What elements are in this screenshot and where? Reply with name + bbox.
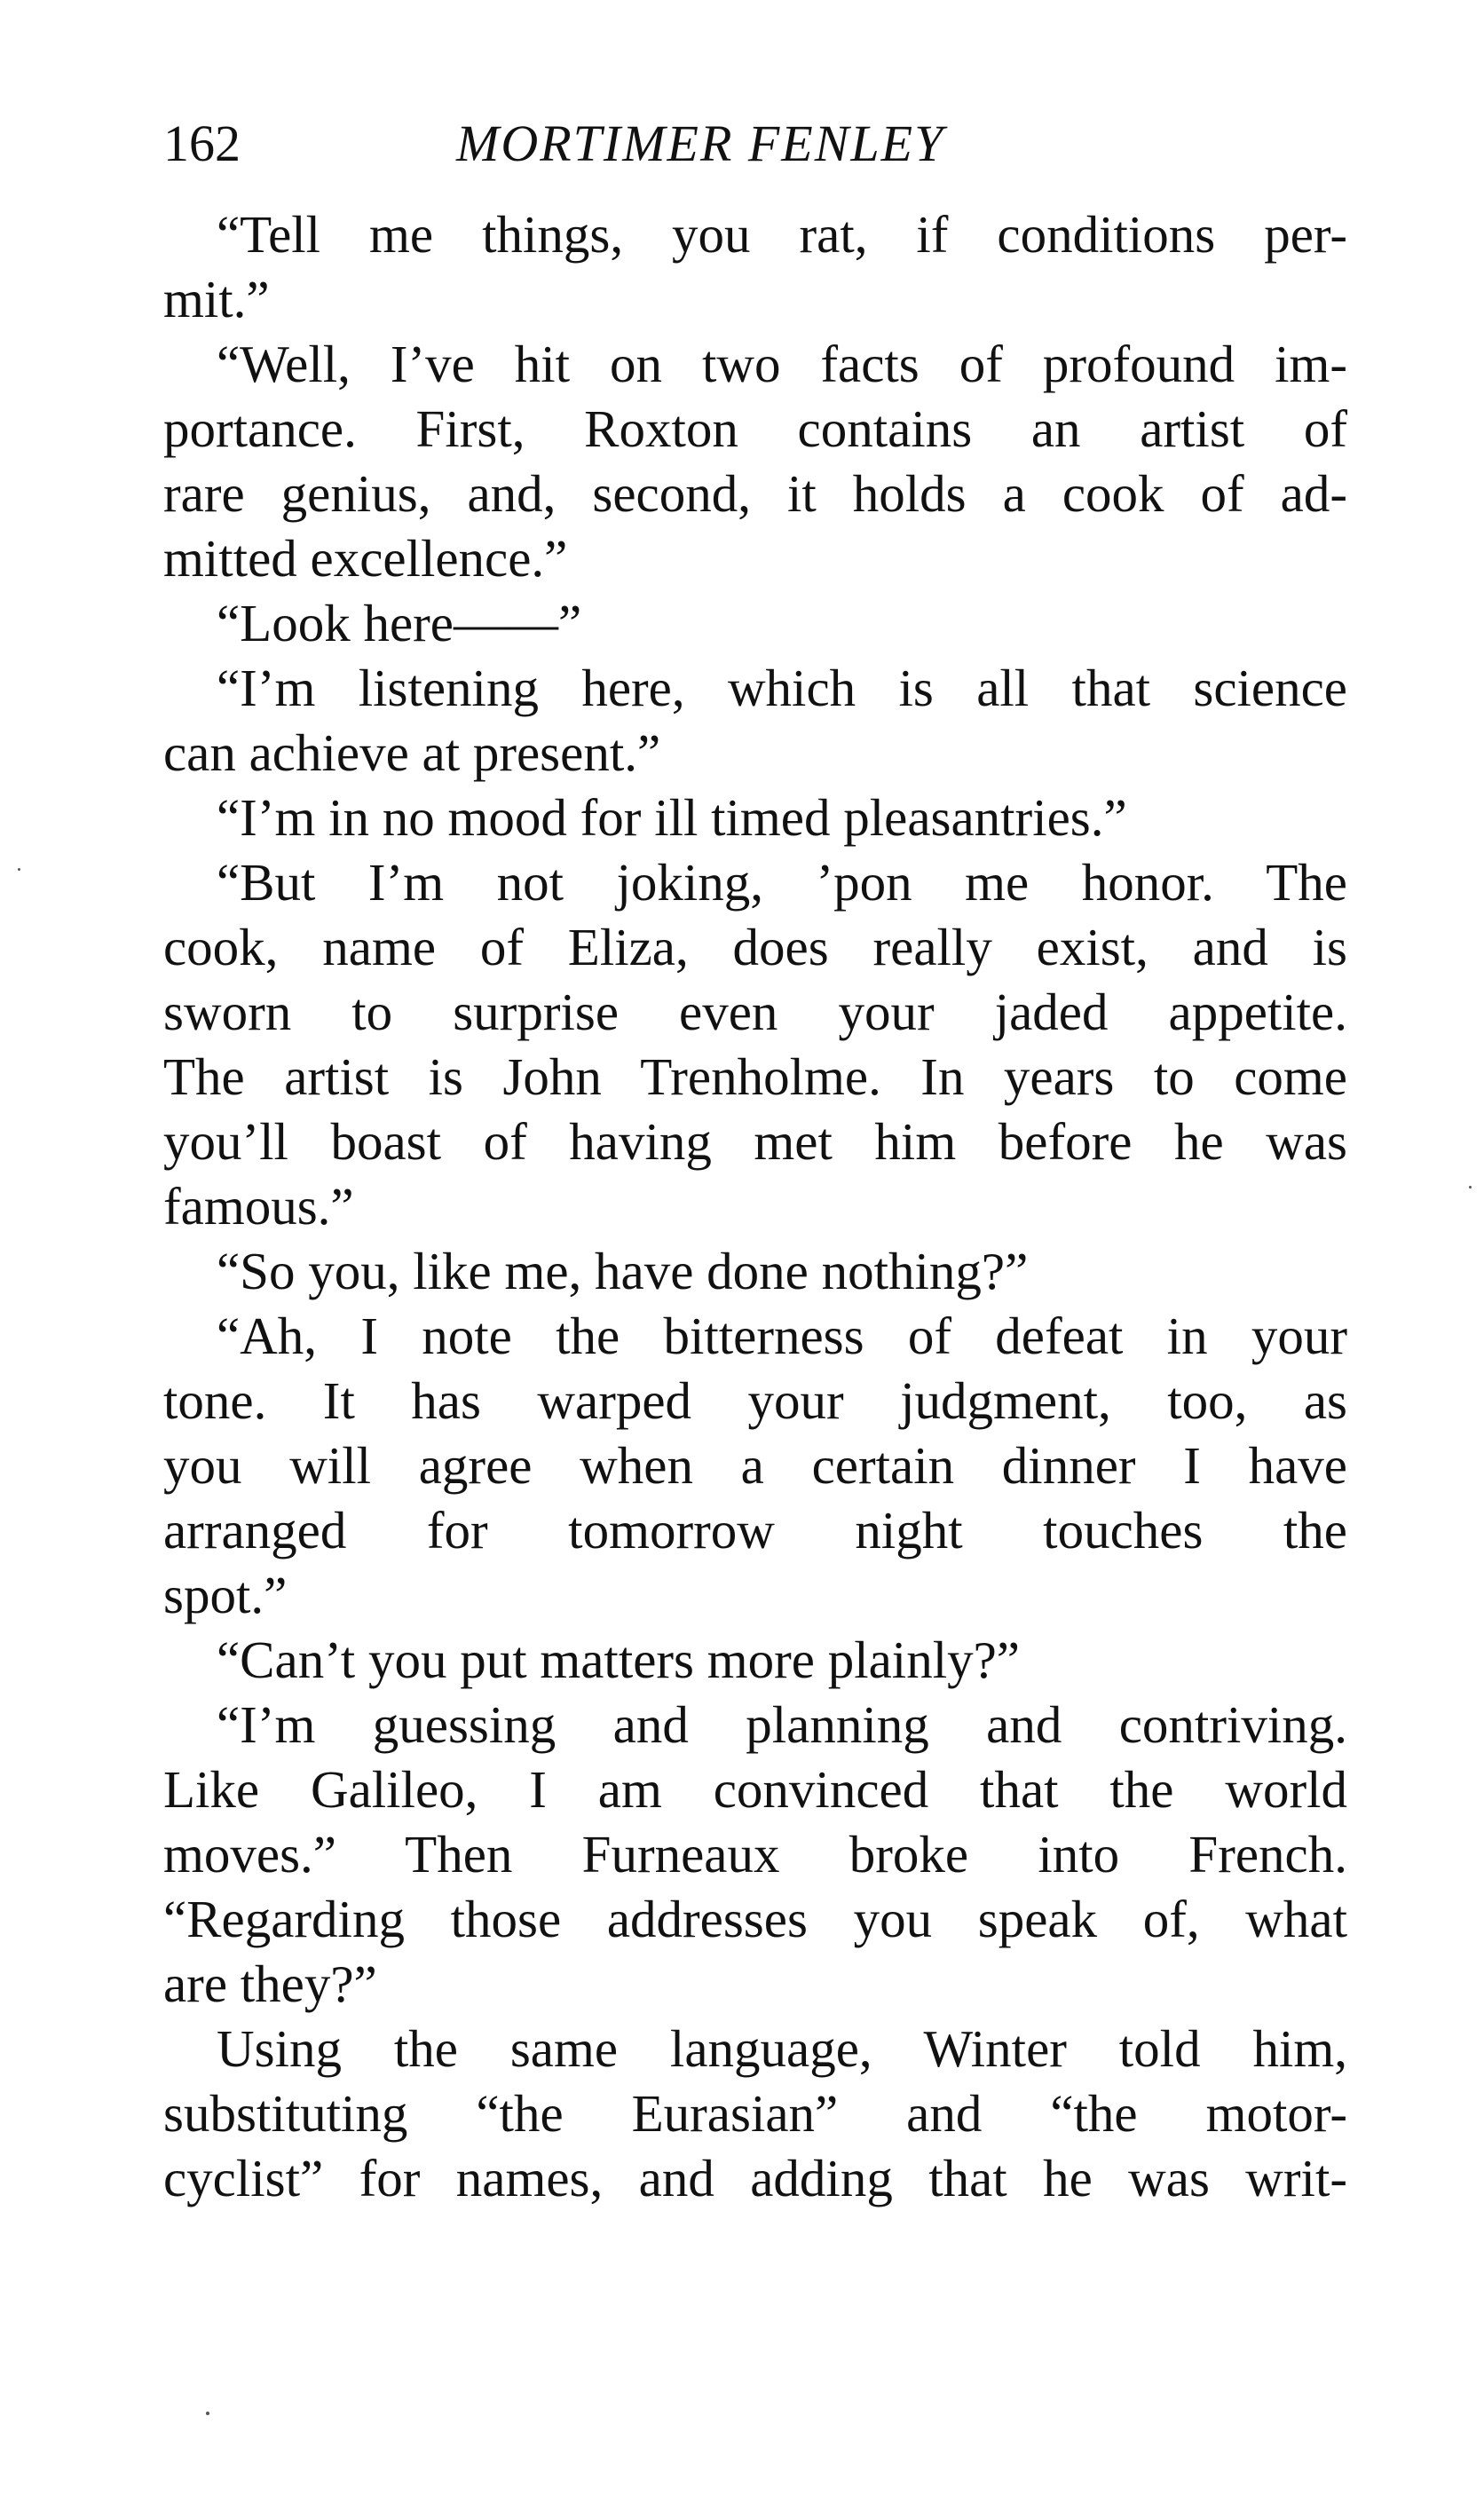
text-line: “But I’m not joking, ’pon me honor. The: [217, 853, 1347, 912]
text-line: “I’m listening here, which is all that science: [217, 659, 1347, 717]
text-line: Like Galileo, I am convinced that the world: [163, 1760, 1347, 1819]
text-line: arranged for tomorrow night touches the: [163, 1501, 1347, 1560]
text-line: mit.”: [163, 270, 270, 328]
paper-speck: [1469, 1186, 1472, 1188]
text-line: you will agree when a certain dinner I have: [163, 1436, 1347, 1495]
text-line: rare genius, and, second, it holds a cook of ad-: [163, 464, 1347, 523]
text-line: “I’m guessing and planning and contriving.: [217, 1695, 1347, 1754]
text-line: portance. First, Roxton contains an artist of: [163, 399, 1347, 458]
text-line: “Regarding those addresses you speak of, what: [163, 1890, 1347, 1948]
text-line: Using the same language, Winter told him,: [217, 2019, 1347, 2078]
text-line: cook, name of Eliza, does really exist, and is: [163, 918, 1347, 976]
text-line: “So you, like me, have done nothing?”: [217, 1242, 1029, 1300]
text-line: spot.”: [163, 1566, 288, 1624]
text-line: “Look here——”: [217, 594, 582, 652]
text-line: are they?”: [163, 1954, 377, 2013]
text-line: famous.”: [163, 1177, 354, 1236]
paper-speck: [206, 2412, 209, 2415]
text-line: mitted excellence.”: [163, 529, 568, 588]
text-line: tone. It has warped your judgment, too, as: [163, 1371, 1347, 1430]
text-line: “Can’t you put matters more plainly?”: [217, 1631, 1020, 1689]
text-line: “I’m in no mood for ill timed pleasantries.”: [217, 788, 1127, 847]
running-title: MORTIMER FENLEY: [456, 114, 945, 172]
text-line: The artist is John Trenholme. In years to come: [163, 1047, 1347, 1106]
text-line: cyclist” for names, and adding that he was writ-: [163, 2149, 1347, 2207]
text-line: substituting “the Eurasian” and “the motor-: [163, 2084, 1347, 2143]
paper-speck: [18, 868, 20, 871]
page-number: 162: [163, 114, 241, 172]
text-line: moves.” Then Furneaux broke into French.: [163, 1825, 1347, 1883]
text-line: can achieve at present.”: [163, 723, 661, 782]
text-line: you’ll boast of having met him before he was: [163, 1112, 1347, 1171]
text-line: “Tell me things, you rat, if conditions per-: [217, 205, 1347, 264]
page-header: [163, 108, 1347, 179]
body-text: [163, 202, 1347, 2211]
text-line: “Well, I’ve hit on two facts of profound im-: [217, 335, 1347, 393]
text-line: “Ah, I note the bitterness of defeat in your: [217, 1307, 1347, 1365]
text-line: sworn to surprise even your jaded appetite.: [163, 983, 1347, 1041]
